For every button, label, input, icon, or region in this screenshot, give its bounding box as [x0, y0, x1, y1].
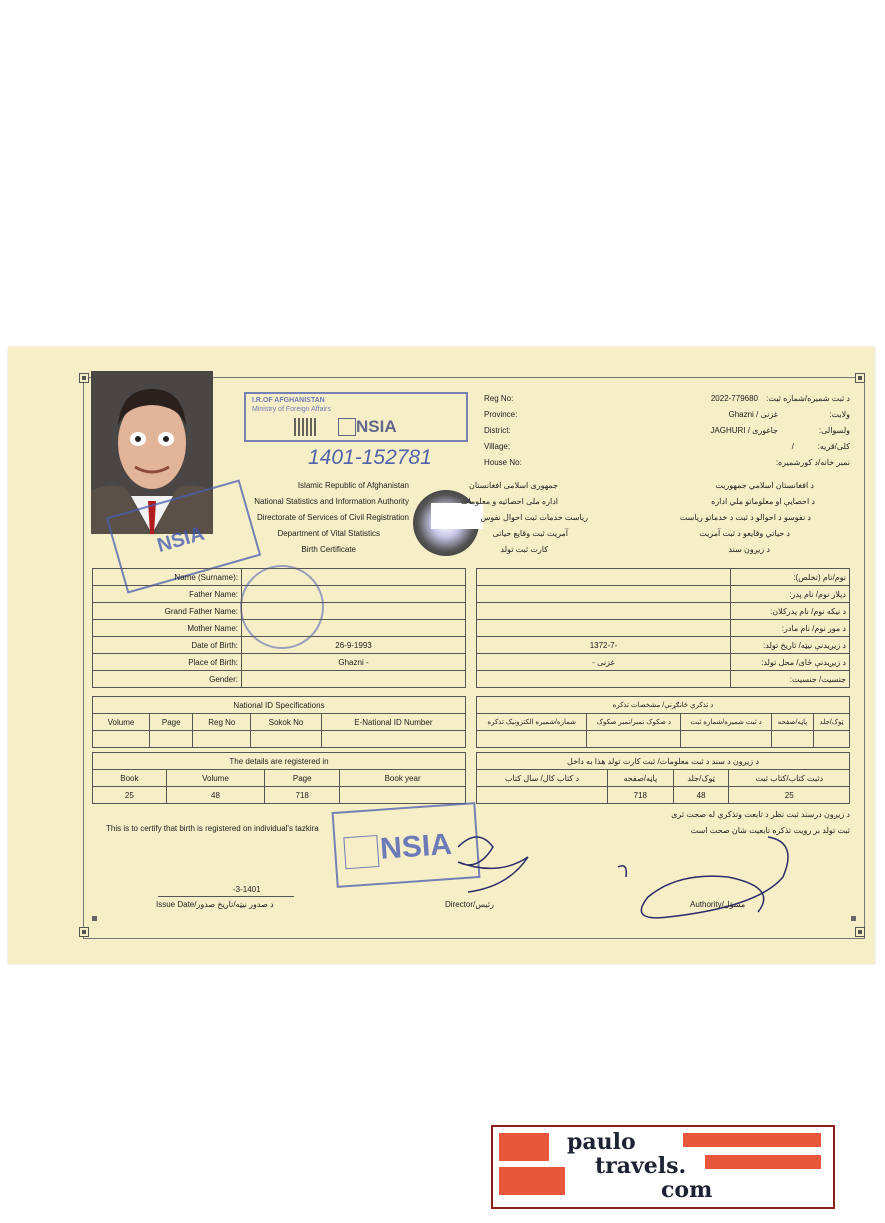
authority-signature-icon [608, 817, 828, 937]
header-line-fa: اداره ملی احصائیه و معلومات [460, 497, 558, 506]
mother-name-label-local: د مور نوم/ نام مادر: [731, 620, 850, 637]
page-value: 718 [265, 787, 340, 804]
details-header: Page [265, 770, 340, 787]
page-value-local: 718 [607, 787, 673, 804]
date-of-birth-label: Date of Birth: [93, 637, 242, 654]
header-line-ps: د افغانستان اسلامي جمهوریت [715, 481, 814, 490]
header-line-en: Islamic Republic of Afghanistan [297, 481, 409, 490]
stamp-nsia-text: NSIA [154, 522, 207, 558]
issue-date-value: -3-1401 [233, 885, 261, 894]
nid-header-local: پاڼه/صفحه [771, 714, 813, 731]
nid-header: Reg No [193, 714, 251, 731]
nsia-emblem-icon [343, 835, 379, 869]
details-header: Volume [166, 770, 264, 787]
mother-name-value [242, 620, 466, 637]
details-header: Book [93, 770, 167, 787]
frame-mark [851, 916, 856, 921]
director-label: Director/رئیس [445, 900, 494, 909]
nid-header: E-National ID Number [321, 714, 465, 731]
house-no-label-local: نمبر خانه/د کورشمیره: [775, 458, 850, 467]
frame-corner [855, 373, 865, 383]
header-line-fa: جمهوری اسلامی افغانستان [468, 481, 558, 490]
reg-no-label: Reg No: [484, 394, 514, 403]
details-header-local: ټوک/جلد [673, 770, 729, 787]
certify-text-local-2: ثبت تولد بر رویت تذکره تابعیت شان صحت است [690, 826, 850, 835]
date-of-birth-label-local: د زیږیدنې نیټه/ تاریخ تولد: [731, 637, 850, 654]
authority-label: Authority/مسؤل [690, 900, 746, 909]
house-no-label: House No: [484, 458, 522, 467]
village-label: Village: [484, 442, 511, 451]
header-line-fa: کارت ثبت تولد [500, 545, 548, 554]
name-value [242, 569, 466, 586]
nsia-logo-text: NSIA [356, 417, 397, 436]
province-label-local: ولایت: [829, 410, 850, 419]
birth-certificate [8, 347, 875, 964]
handwritten-serial: 1401-152781 [308, 446, 432, 469]
gender-value [242, 671, 466, 688]
reg-no-value: 2022-779680 [710, 394, 758, 403]
frame-mark [92, 916, 97, 921]
gender-label: Gender: [93, 671, 242, 688]
reg-no-label-local: د ثبت شمیره/شماره ثبت: [766, 394, 850, 403]
details-header-local: پاڼه/صفحه [607, 770, 673, 787]
place-of-birth-label: Place of Birth: [93, 654, 242, 671]
grandfather-name-value [242, 603, 466, 620]
mother-name-value-local [477, 620, 731, 637]
frame-corner [79, 373, 89, 383]
date-of-birth-value: 26-9-1993 [242, 637, 466, 654]
logo-line-1: paulo [567, 1129, 636, 1155]
header-line-fa: ریاست خدمات ثبت احوال نفوس [480, 513, 588, 522]
nid-header-local: شماره/شمیره الکترونیک تذکره [477, 714, 587, 731]
volume-value-local: 48 [673, 787, 729, 804]
registry-details-table-en [92, 752, 466, 804]
qr-code-icon [294, 418, 316, 436]
book-value-local: 25 [729, 787, 850, 804]
header-line-ps: د احصایې او معلوماتو ملي اداره [711, 497, 815, 506]
father-name-value [242, 586, 466, 603]
details-header-local: د کتاب کال/ سال کتاب [477, 770, 608, 787]
person-details-table-en [92, 568, 466, 688]
nid-header: Volume [93, 714, 150, 731]
gender-label-local: جنسیت/ جنسیت: [731, 671, 850, 688]
logo-stripe [499, 1167, 565, 1195]
province-value: Ghazni / غزنی [728, 410, 778, 419]
province-label: Province: [484, 410, 518, 419]
paulo-travels-logo [491, 1125, 835, 1209]
logo-line-3: com [661, 1177, 713, 1203]
book-value: 25 [93, 787, 167, 804]
gender-value-local [477, 671, 731, 688]
country-label: I.R.OF AFGHANISTAN [252, 397, 325, 404]
place-of-birth-value-local: غزنی - [477, 654, 731, 671]
header-line-ps: د نفوسو د احوالو د ثبت د خدماتو ریاست [679, 513, 811, 522]
nid-header-local: د صکوک نمبر/نمبر صکوک [587, 714, 681, 731]
registry-details-title-local: د زیږون د سند د ثبت معلومات/ ثبت کارت تولد هذا به داخل [477, 753, 850, 770]
grandfather-name-value-local [477, 603, 731, 620]
name-label-local: نوم/نام (تخلص): [731, 569, 850, 586]
header-line-ps: د زیږون سند [728, 545, 770, 554]
nid-header-local: د ثبت شمیره/شماره ثبت [681, 714, 772, 731]
details-header-local: دثبت کتاب/کتاب ثبت [729, 770, 850, 787]
logo-stripe [683, 1133, 821, 1147]
book-year-value-local [477, 787, 608, 804]
national-id-title: National ID Specifications [93, 697, 466, 714]
issue-date-label: Issue Date/د صدور نیټه/تاریخ صدور [156, 900, 274, 909]
issue-date-line [158, 896, 294, 897]
header-line-ps: د حیاتي وقایعو د ثبت آمریت [699, 529, 790, 538]
nsia-header-stamp [244, 392, 468, 442]
certify-text-local-1: د زیږون درسند ثبت نظر د تابعت وتذکرې له صحت ثری [671, 810, 850, 819]
nsia-emblem-icon [338, 418, 356, 436]
district-value: JAGHURI / جاغوری [710, 426, 778, 435]
district-label-local: ولسوالی: [818, 426, 850, 435]
person-details-table-local [476, 568, 850, 688]
director-signature-icon [438, 817, 558, 897]
header-line-en: Birth Certificate [301, 545, 356, 554]
grandfather-name-label: Grand Father Name: [93, 603, 242, 620]
header-line-en: Department of Vital Statistics [277, 529, 380, 538]
national-id-table-en [92, 696, 466, 748]
place-of-birth-value: Ghazni - [242, 654, 466, 671]
district-label: District: [484, 426, 511, 435]
header-line-fa: آمریت ثبت وقایع حیاتی [492, 529, 568, 538]
mother-name-label: Mother Name: [93, 620, 242, 637]
frame-corner [79, 927, 89, 937]
village-label-local: کلی/قریه: [817, 442, 850, 451]
details-header: Book year [340, 770, 466, 787]
logo-stripe [499, 1133, 549, 1161]
father-name-value-local [477, 586, 731, 603]
stamp-nsia-text: NSIA [379, 827, 453, 866]
father-name-label-local: دپلار نوم/ نام پدر: [731, 586, 850, 603]
ministry-label: Ministry of Foreign Affairs [252, 406, 331, 413]
name-label: Name (Surname): [93, 569, 242, 586]
national-id-table-local [476, 696, 850, 748]
logo-stripe [705, 1155, 821, 1169]
header-line-en: Directorate of Services of Civil Registration [256, 513, 409, 522]
father-name-label: Father Name: [93, 586, 242, 603]
volume-value: 48 [166, 787, 264, 804]
book-year-value [340, 787, 466, 804]
nid-header: Sokok No [251, 714, 322, 731]
registry-details-table-local [476, 752, 850, 804]
header-line-en: National Statistics and Information Authority [254, 497, 409, 506]
frame-corner [855, 927, 865, 937]
certify-text-en: This is to certify that birth is registered on individual's tazkira [106, 824, 319, 833]
name-value-local [477, 569, 731, 586]
date-of-birth-value-local: 1372-7- [477, 637, 731, 654]
national-id-title-local: د تذکرې ځانګړنې/ مشخصات تذکره [477, 697, 850, 714]
nid-header-local: ټوک/جلد [814, 714, 850, 731]
registry-details-title: The details are registered in [93, 753, 466, 770]
place-of-birth-label-local: د زیږیدنې ځای/ محل تولد: [731, 654, 850, 671]
logo-line-2: travels. [595, 1153, 687, 1179]
grandfather-name-label-local: د نیکه نوم/ نام پدرکلان: [731, 603, 850, 620]
nid-header: Page [150, 714, 193, 731]
village-value: / [791, 442, 794, 451]
